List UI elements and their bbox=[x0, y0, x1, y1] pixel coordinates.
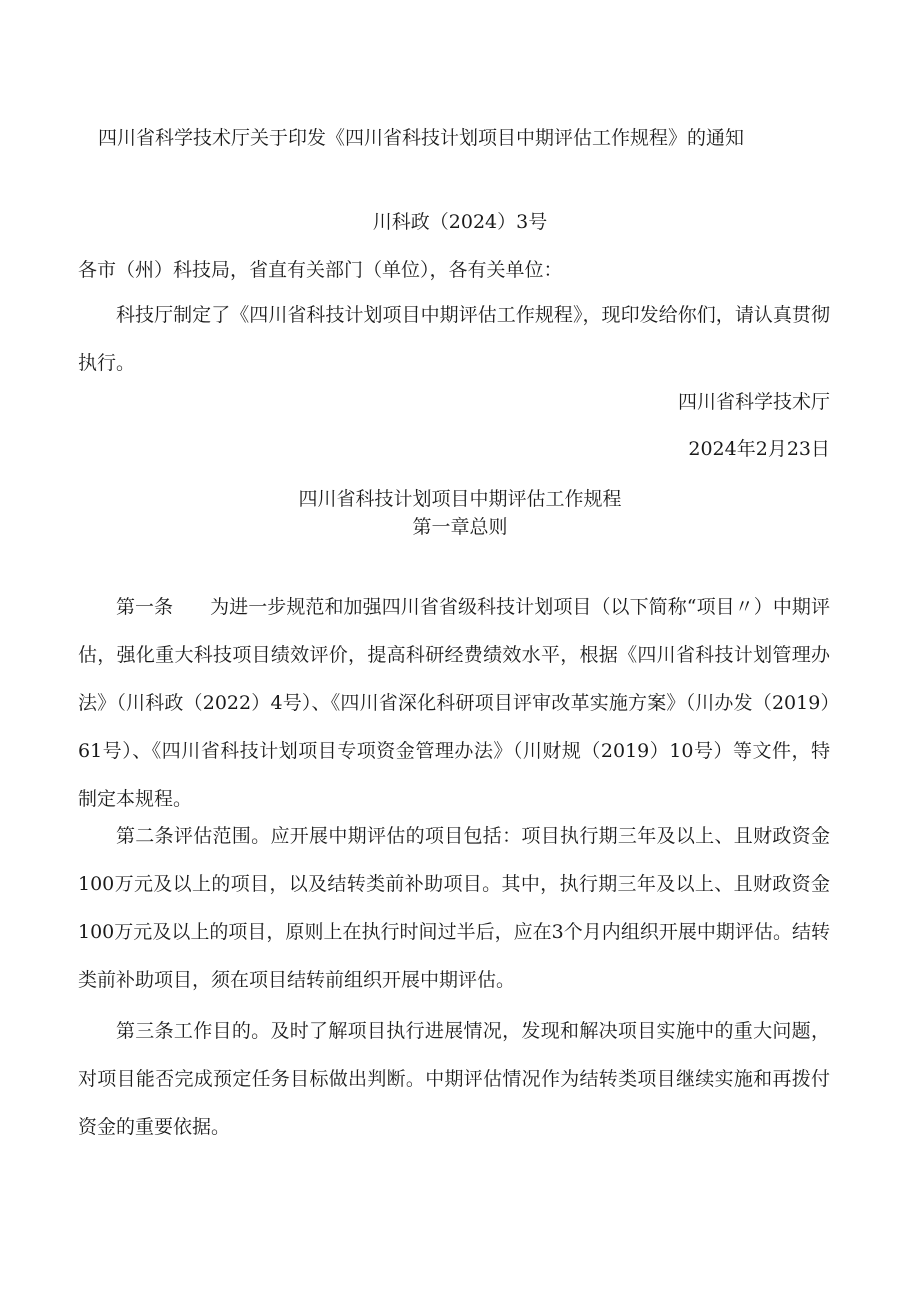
document-number: 川科政（2024）3号 bbox=[372, 211, 548, 233]
article-1-paragraph bbox=[78, 583, 830, 823]
notice-intro-paragraph: 科技厅制定了《四川省科技计划项目中期评估工作规程》，现印发给你们，请认真贯彻执行。 bbox=[78, 304, 830, 374]
chapter-heading: 第一章总则 bbox=[412, 516, 508, 538]
article-3-paragraph: 第三条工作目的。及时了解项目执行进展情况，发现和解决项目实施中的重大问题，对项目能否完成预定任务目标做出判断。中期评估情况作为结转类项目继续实施和再拨付资金的重要依据。 bbox=[78, 1020, 830, 1138]
issuing-agency: 四川省科学技术厅 bbox=[677, 391, 830, 413]
addressee: 各市（州）科技局，省直有关部门（单位），各有关单位： bbox=[78, 259, 563, 281]
notice-title: 四川省科学技术厅关于印发《四川省科技计划项目中期评估工作规程》的通知 bbox=[98, 127, 745, 149]
rules-title: 四川省科技计划项目中期评估工作规程 bbox=[298, 488, 622, 510]
article-1-label: 第一条 bbox=[116, 596, 174, 618]
article-2-paragraph: 第二条评估范围。应开展中期评估的项目包括：项目执行期三年及以上、且财政资金100万元及以上的项目，以及结转类前补助项目。其中，执行期三年及以上、且财政资金100万元及以上的项目，原则上在执行时间过半后，应在3个月内组织开展中期评估。结转类前补助项目，须在项目结转前组织开展中期评估。 bbox=[78, 825, 830, 991]
issue-date: 2024年2月23日 bbox=[688, 438, 830, 460]
article-1-text: 为进一步规范和加强四川省省级科技计划项目（以下简称“项目〃）中期评估，强化重大科技项目绩效评价，提高科研经费绩效水平，根据《四川省科技计划管理办法》（川科政（2022）4号）、《四川省深化科研项目评审改革实施方案》（川办发（2019）61号）、《四川省科技计划项目专项资金管理办法》（川财规（2019）10号）等文件，特制定本规程。 bbox=[78, 596, 830, 810]
